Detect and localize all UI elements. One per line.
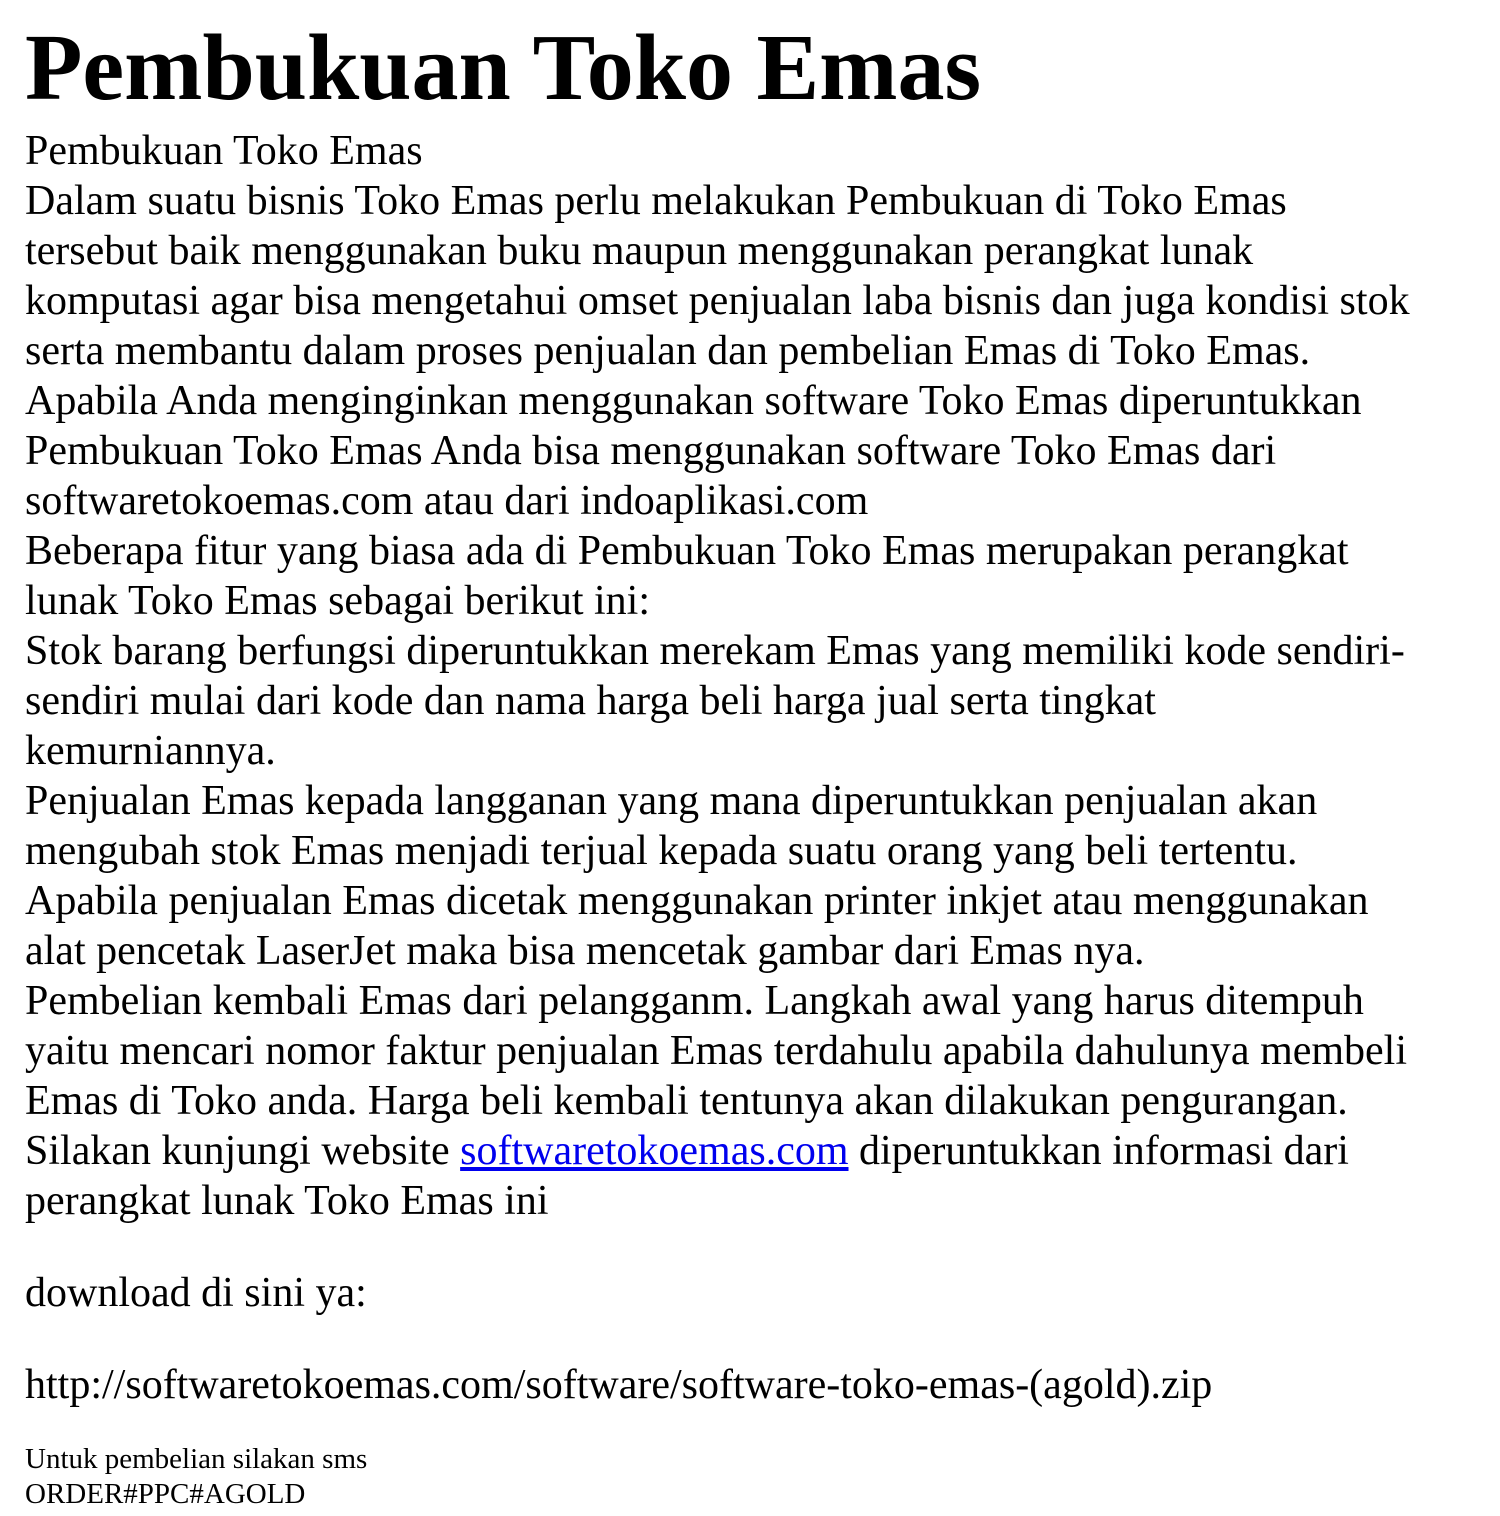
text-line: Pembukuan Toko Emas Anda bisa menggunakan software Toko Emas dari — [25, 428, 1277, 474]
text-line: Apabila Anda menginginkan menggunakan software Toko Emas diperuntukkan — [25, 378, 1362, 424]
sms-note-line: Untuk pembelian silakan sms — [25, 1443, 368, 1475]
text-line: tersebut baik menggunakan buku maupun menggunakan perangkat lunak — [25, 228, 1254, 274]
text-line: kemurniannya. — [25, 728, 276, 774]
text-line: serta membantu dalam proses penjualan dan pembelian Emas di Toko Emas. — [25, 328, 1311, 374]
page-title: Pembukuan Toko Emas — [25, 16, 982, 120]
text-line: Silakan kunjungi website softwaretokoemas.com diperuntukkan informasi dari — [25, 1128, 1349, 1174]
text-line: komputasi agar bisa mengetahui omset penjualan laba bisnis dan juga kondisi stok — [25, 278, 1410, 324]
sms-order-code: ORDER#PPC#AGOLD — [25, 1478, 306, 1510]
text-line: perangkat lunak Toko Emas ini — [25, 1178, 549, 1224]
text-line: Pembelian kembali Emas dari pelangganm. Langkah awal yang harus ditempuh — [25, 978, 1364, 1024]
download-url-text: http://softwaretokoemas.com/software/software-toko-emas-(agold).zip — [25, 1362, 1213, 1408]
text-line: Pembukuan Toko Emas — [25, 128, 423, 174]
text-line: Stok barang berfungsi diperuntukkan merekam Emas yang memiliki kode sendiri- — [25, 628, 1405, 674]
text-line: softwaretokoemas.com atau dari indoaplikasi.com — [25, 478, 869, 524]
document-page — [0, 16, 1500, 1512]
download-label: download di sini ya: — [25, 1270, 367, 1316]
softwaretokoemas-link[interactable]: softwaretokoemas.com — [460, 1128, 849, 1174]
text-line: Apabila penjualan Emas dicetak menggunakan printer inkjet atau menggunakan — [25, 878, 1369, 924]
sms-note — [25, 1442, 1490, 1512]
text-line: Emas di Toko anda. Harga beli kembali tentunya akan dilakukan pengurangan. — [25, 1078, 1348, 1124]
text-line: Dalam suatu bisnis Toko Emas perlu melakukan Pembukuan di Toko Emas — [25, 178, 1287, 224]
text-line: Penjualan Emas kepada langganan yang mana diperuntukkan penjualan akan — [25, 778, 1318, 824]
article-body — [25, 126, 1490, 1226]
text-line: lunak Toko Emas sebagai berikut ini: — [25, 578, 650, 624]
text-line: alat pencetak LaserJet maka bisa mencetak gambar dari Emas nya. — [25, 928, 1145, 974]
text-line: Beberapa fitur yang biasa ada di Pembukuan Toko Emas merupakan perangkat — [25, 528, 1349, 574]
text-line: sendiri mulai dari kode dan nama harga beli harga jual serta tingkat — [25, 678, 1156, 724]
text-line: mengubah stok Emas menjadi terjual kepada suatu orang yang beli tertentu. — [25, 828, 1298, 874]
text-line: yaitu mencari nomor faktur penjualan Emas terdahulu apabila dahulunya membeli — [25, 1028, 1408, 1074]
